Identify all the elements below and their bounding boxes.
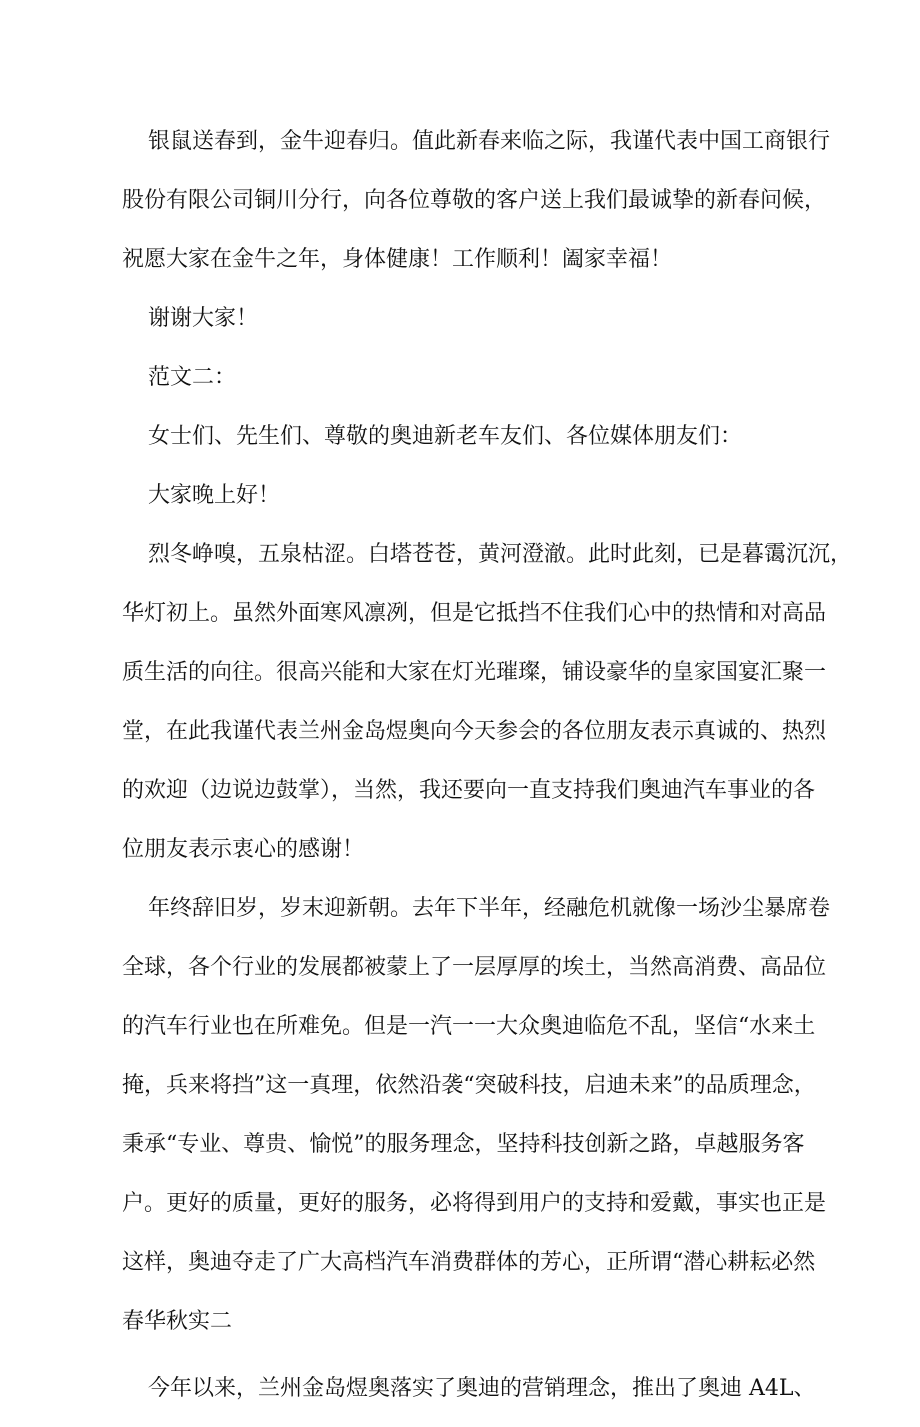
text-line: 户。更好的质量，更好的服务，必将得到用户的支持和爱戴，事实也正是 <box>122 1191 827 1216</box>
text-line: 质生活的向往。很高兴能和大家在灯光璀璨，铺设豪华的皇家国宴汇聚一 <box>122 660 827 685</box>
text-line: 年终辞旧岁，岁末迎新朝。去年下半年，经融危机就像一场沙尘暴席卷 <box>148 896 831 921</box>
paragraph-good-evening: 大家晚上好！ <box>148 483 281 508</box>
text-line: 秉承“专业、尊贵、愉悦”的服务理念，坚持科技创新之路，卓越服务客 <box>122 1132 805 1157</box>
text-line: 位朋友表示衷心的感谢！ <box>122 837 365 862</box>
paragraph-welcome <box>122 525 853 879</box>
text-line: 祝愿大家在金牛之年，身体健康！工作顺利！阖家幸福！ <box>122 247 673 272</box>
text-line: 春华秋实二 <box>122 1309 233 1334</box>
paragraph-year-review <box>122 879 831 1351</box>
text-line: 全球，各个行业的发展都被蒙上了一层厚厚的埃土，当然高消费、高品位 <box>122 955 827 980</box>
paragraph-greeting <box>122 112 831 289</box>
text-line: 这样，奥迪夺走了广大高档汽车消费群体的芳心，正所谓“潜心耕耘必然 <box>122 1250 816 1275</box>
text-line: 华灯初上。虽然外面寒风凛冽，但是它抵挡不住我们心中的热情和对高品 <box>122 601 827 626</box>
paragraph-thanks: 谢谢大家！ <box>148 306 259 331</box>
document-body <box>122 112 853 1427</box>
text-line: 堂，在此我谨代表兰州金岛煜奥向今天参会的各位朋友表示真诚的、热烈 <box>122 719 827 744</box>
text-line: 掩，兵来将挡”这一真理，依然沿袭“突破科技，启迪未来”的品质理念， <box>122 1073 816 1098</box>
text-line: 的欢迎（边说边鼓掌），当然，我还要向一直支持我们奥迪汽车事业的各 <box>122 778 816 803</box>
section-heading: 范文二： <box>148 365 237 390</box>
paragraph-this-year: 今年以来，兰州金岛煜奥落实了奥迪的营销理念，推出了奥迪 A4L、 <box>148 1376 816 1401</box>
text-line: 银鼠送春到，金牛迎春归。值此新春来临之际，我谨代表中国工商银行 <box>148 129 831 154</box>
text-line: 股份有限公司铜川分行，向各位尊敬的客户送上我们最诚挚的新春问候， <box>122 188 827 213</box>
text-line: 烈冬峥嗅，五泉枯涩。白塔苍苍，黄河澄澈。此时此刻，已是暮霭沉沉， <box>148 542 853 567</box>
paragraph-salutation: 女士们、先生们、尊敬的奥迪新老车友们、各位媒体朋友们： <box>148 424 743 449</box>
text-line: 的汽车行业也在所难免。但是一汽一一大众奥迪临危不乱，坚信“水来土 <box>122 1014 816 1039</box>
